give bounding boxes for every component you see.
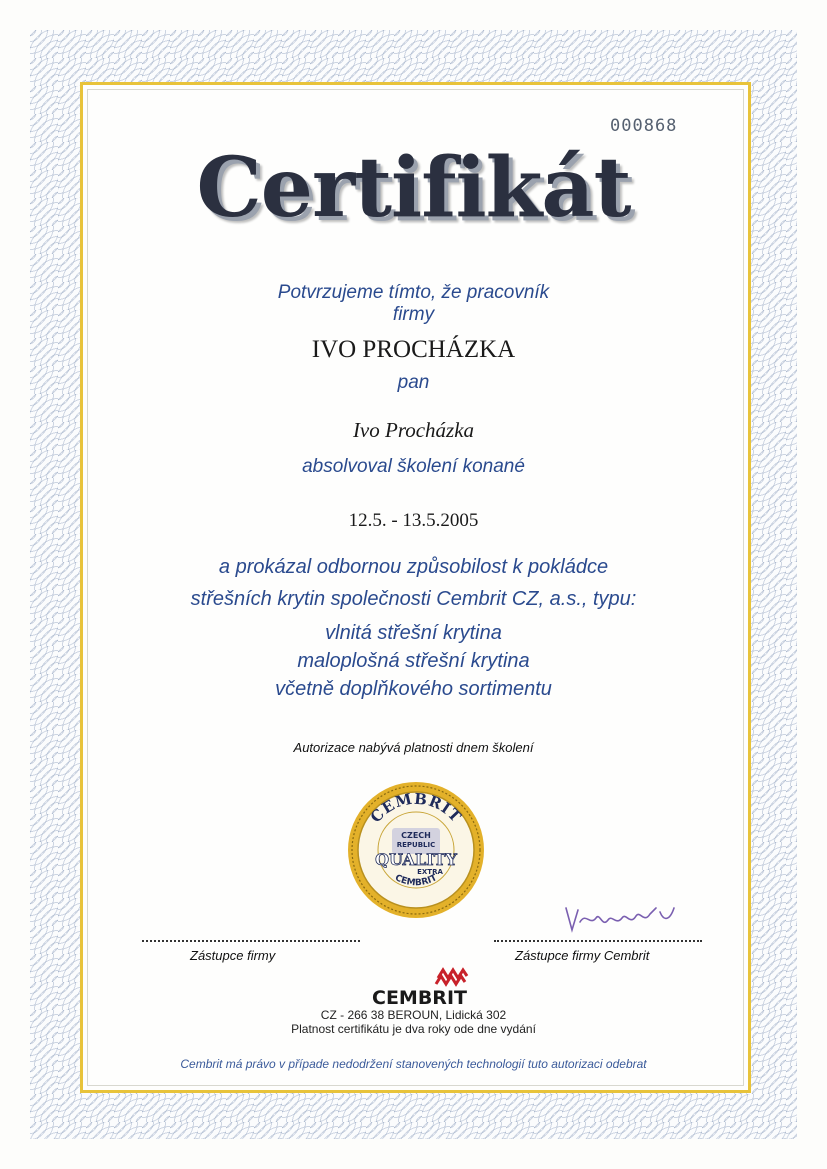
footer-note: Cembrit má právo v případe nedodržení stanovených technologií tuto autorizaci odebrat xyxy=(180,1057,647,1071)
validity-note: Platnost certifikátu je dva roky ode dne vydání xyxy=(291,1022,536,1036)
product-item: maloplošná střešní krytina xyxy=(297,650,530,672)
seal-bottom-text: CEMBRIT xyxy=(393,873,439,889)
cembrit-quality-seal xyxy=(346,780,486,920)
signature-line-right xyxy=(494,940,702,942)
seal-top-text: CEMBRIT xyxy=(366,789,466,827)
signature-label-left: Zástupce firmy xyxy=(190,948,276,963)
training-text: absolvoval školení konané xyxy=(302,456,525,477)
training-dates: 12.5. - 13.5.2005 xyxy=(348,510,479,531)
signature-label-right: Zástupce firmy Cembrit xyxy=(515,948,650,963)
seal-extra: EXTRA xyxy=(417,868,443,876)
person-name: Ivo Procházka xyxy=(352,418,475,442)
authorization-note: Autorizace nabývá platnosti dnem školení xyxy=(293,740,534,755)
cembrit-logo xyxy=(370,966,470,1010)
intro-line-2: firmy xyxy=(392,304,435,325)
seal-quality: QUALITY xyxy=(375,850,457,869)
signature-line-left xyxy=(142,940,360,942)
logo-text: CEMBRIT xyxy=(372,987,467,1009)
seal-country-1: CZECH xyxy=(401,831,431,840)
signature-image xyxy=(560,900,680,940)
competence-line-1: a prokázal odbornou způsobilost k pokládce xyxy=(218,556,609,578)
company-name: IVO PROCHÁZKA xyxy=(311,336,516,363)
certificate-title: Certifikát xyxy=(196,140,631,236)
product-item: vlnitá střešní krytina xyxy=(325,622,502,644)
intro-line-1: Potvrzujeme tímto, že pracovník xyxy=(277,282,550,303)
serial-number: 000868 xyxy=(610,116,678,136)
product-item: včetně doplňkového sortimentu xyxy=(275,678,552,700)
competence-line-2: střešních krytin společnosti Cembrit CZ, a.s., typu: xyxy=(190,588,637,610)
company-address: CZ - 266 38 BEROUN, Lidická 302 xyxy=(320,1008,507,1022)
pan-label: pan xyxy=(397,372,430,393)
seal-country-2: REPUBLIC xyxy=(396,841,436,849)
